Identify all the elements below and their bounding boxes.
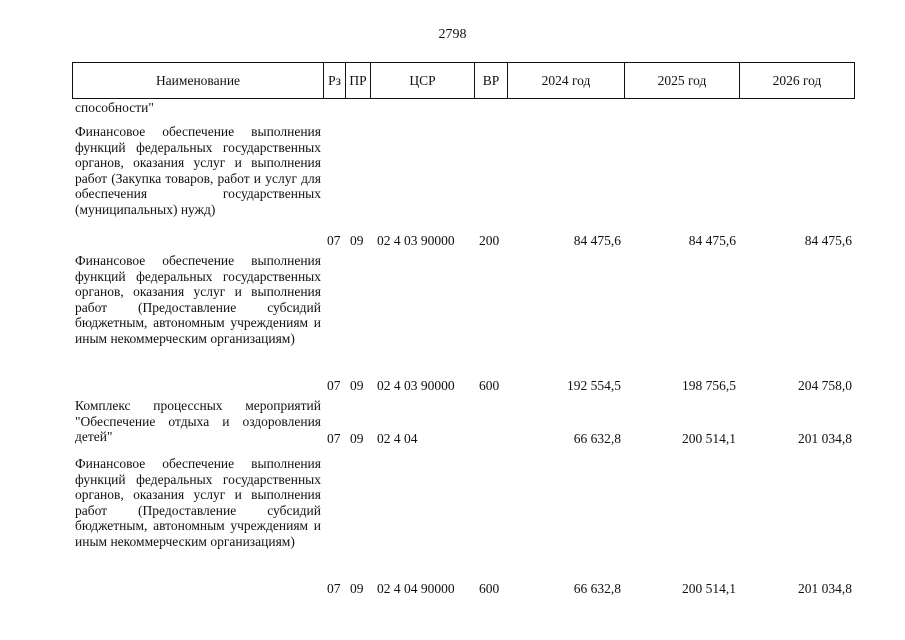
column-header-2025: 2025 год <box>625 63 740 99</box>
row-value-2024: 66 632,8 <box>573 430 621 446</box>
column-header-name: Наименование <box>73 63 324 99</box>
row-name: Финансовое обеспечение выполнения функций федеральных государственных органов, оказания услуг и выполнения работ (Закупка товаров, работ и услуг для обеспечения государственных (муниципальных) нужд) <box>75 124 321 217</box>
row-value-2025: 198 756,5 <box>682 377 736 393</box>
row-pr: 09 <box>350 377 364 393</box>
row-rz: 07 <box>327 232 341 248</box>
row-name: Комплекс процессных мероприятий "Обеспечение отдыха и оздоровления детей" <box>75 398 321 444</box>
table-row <box>72 124 854 248</box>
row-vr: 200 <box>479 232 500 248</box>
row-csr: 02 4 03 90000 <box>377 232 455 248</box>
page-number: 2798 <box>438 27 467 42</box>
row-value-2024: 192 554,5 <box>567 377 621 393</box>
row-rz: 07 <box>327 377 341 393</box>
table-row <box>72 100 854 116</box>
row-vr: 600 <box>479 377 500 393</box>
row-value-2026: 84 475,6 <box>804 232 852 248</box>
row-value-2026: 201 034,8 <box>798 580 852 596</box>
row-rz: 07 <box>327 580 341 596</box>
table-row <box>72 456 854 596</box>
column-header-2026: 2026 год <box>740 63 855 99</box>
row-name: Финансовое обеспечение выполнения функций федеральных государственных органов, оказания услуг и выполнения работ (Предоставление субсидий бюджетным, автономным учреждениям и иным некоммерческим организациям) <box>75 253 321 346</box>
row-value-2025: 200 514,1 <box>682 430 736 446</box>
row-rz: 07 <box>327 430 341 446</box>
row-value-2026: 201 034,8 <box>798 430 852 446</box>
row-pr: 09 <box>350 580 364 596</box>
row-value-2026: 204 758,0 <box>798 377 852 393</box>
table-row <box>72 253 854 393</box>
column-header-rz: Рз <box>324 63 346 99</box>
row-value-2025: 200 514,1 <box>682 580 736 596</box>
row-pr: 09 <box>350 232 364 248</box>
row-value-2025: 84 475,6 <box>688 232 736 248</box>
row-csr: 02 4 03 90000 <box>377 377 455 393</box>
row-value-2024: 84 475,6 <box>573 232 621 248</box>
column-header-vr: ВР <box>475 63 508 99</box>
row-vr: 600 <box>479 580 500 596</box>
row-name: Финансовое обеспечение выполнения функций федеральных государственных органов, оказания услуг и выполнения работ (Предоставление субсидий бюджетным, автономным учреждениям и иным некоммерческим организациям) <box>75 456 321 549</box>
row-name: способности" <box>75 100 154 115</box>
row-value-2024: 66 632,8 <box>573 580 621 596</box>
column-header-2024: 2024 год <box>508 63 625 99</box>
row-pr: 09 <box>350 430 364 446</box>
table-row <box>72 398 854 446</box>
column-header-csr: ЦСР <box>371 63 475 99</box>
row-csr: 02 4 04 90000 <box>377 580 455 596</box>
row-csr: 02 4 04 <box>377 430 418 446</box>
table-header <box>72 62 855 99</box>
column-header-pr: ПР <box>346 63 371 99</box>
